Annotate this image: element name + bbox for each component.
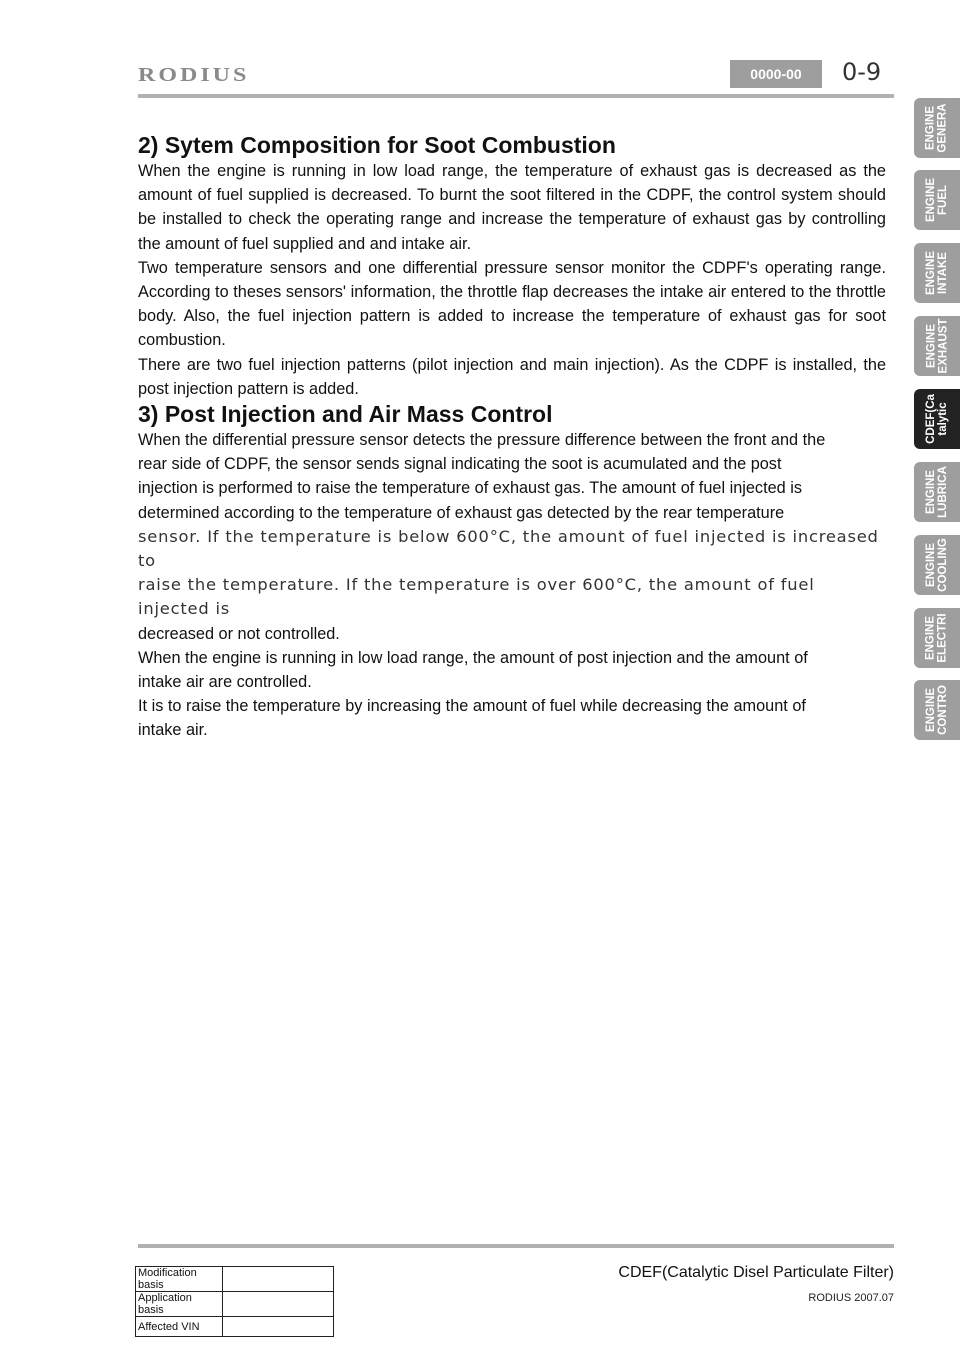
text-line: It is to raise the temperature by increasing the amount of fuel while decreasing the amount of [138, 697, 806, 716]
table-row [136, 1317, 334, 1337]
paragraph: There are two fuel injection patterns (pilot injection and main injection). As the CDPF is installed, the post injection pattern is added. [138, 355, 886, 398]
tab-label: ENGINE INTAKE [925, 250, 949, 296]
tab-label: CDEF(Ca talytic [925, 394, 949, 444]
brand-logo: RODIUS [138, 64, 250, 87]
modification-table [135, 1266, 334, 1337]
text-line: sensor. If the temperature is below 600°C, the amount of fuel injected is increased to [138, 526, 879, 571]
table-value [223, 1267, 334, 1292]
section-heading-soot-combustion: 2) Sytem Composition for Soot Combustion [138, 132, 616, 158]
table-value [223, 1317, 334, 1337]
tab-label: ENGINE CONTRO [925, 685, 949, 735]
footer-divider [138, 1244, 894, 1248]
section-heading-post-injection: 3) Post Injection and Air Mass Control [138, 401, 553, 428]
text-line: When the differential pressure sensor detects the pressure difference between the front and the [138, 431, 826, 450]
paragraph: When the engine is running in low load range, the temperature of exhaust gas is decreased as the amount of fuel supplied is decreased. To burnt the soot filtered in the CDPF, the control system should be installed to check the operating range and increase the temperature of exhaust gas by controlling the amount of fuel supplied and and intake air. [138, 162, 886, 253]
table-label: Affected VIN [136, 1317, 223, 1337]
tab-engine-cooling[interactable] [914, 535, 960, 595]
text-line: intake air are controlled. [138, 673, 312, 692]
tab-label: ENGINE EXHAUST [925, 318, 950, 374]
tab-engine-electrical[interactable] [914, 608, 960, 668]
tab-engine-control[interactable] [914, 680, 960, 740]
table-row [136, 1267, 334, 1292]
tab-label: ENGINE GENERA [925, 103, 950, 153]
tab-engine-fuel[interactable] [914, 170, 960, 230]
table-label: Modification basis [136, 1267, 223, 1292]
tab-label: ENGINE COOLING [925, 538, 950, 592]
page-code-badge: 0000-00 [730, 60, 822, 88]
header-divider [138, 94, 894, 98]
main-content [138, 132, 886, 743]
tab-engine-lubrication[interactable] [914, 462, 960, 522]
footer-title: CDEF(Catalytic Disel Particulate Filter) [618, 1264, 894, 1281]
tab-label: ENGINE LUBRICA [925, 466, 949, 518]
table-label: Application basis [136, 1292, 223, 1317]
tab-engine-intake[interactable] [914, 243, 960, 303]
text-line: determined according to the temperature of exhaust gas detected by the rear temperature [138, 503, 785, 522]
text-line: decreased or not controlled. [138, 624, 340, 643]
text-line: When the engine is running in low load range, the amount of post injection and the amount of [138, 648, 808, 667]
paragraph: Two temperature sensors and one differential pressure sensor monitor the CDPF's operating range. According to theses sensors' information, the throttle flap decreases the intake air entered to the throttle body. Also, the fuel injection pattern is added to increase the temperature of exhaust gas for soot combustion. [138, 258, 886, 350]
tab-label: ENGINE FUEL [925, 177, 949, 223]
tab-label: ENGINE ELECTRI [925, 613, 950, 663]
tab-engine-general[interactable] [914, 98, 960, 158]
page-number: 0-9 [842, 58, 882, 86]
text-line: intake air. [138, 721, 208, 740]
tab-engine-exhaust[interactable] [914, 316, 960, 376]
text-line: raise the temperature. If the temperature is over 600°C, the amount of fuel injected is [138, 575, 815, 619]
table-row [136, 1292, 334, 1317]
table-value [223, 1292, 334, 1317]
text-line: injection is performed to raise the temperature of exhaust gas. The amount of fuel injected is [138, 479, 802, 498]
tab-cdef-catalytic[interactable] [914, 389, 960, 449]
text-line: rear side of CDPF, the sensor sends signal indicating the soot is acumulated and the post [138, 455, 782, 474]
footer-subtitle: RODIUS 2007.07 [808, 1292, 894, 1304]
